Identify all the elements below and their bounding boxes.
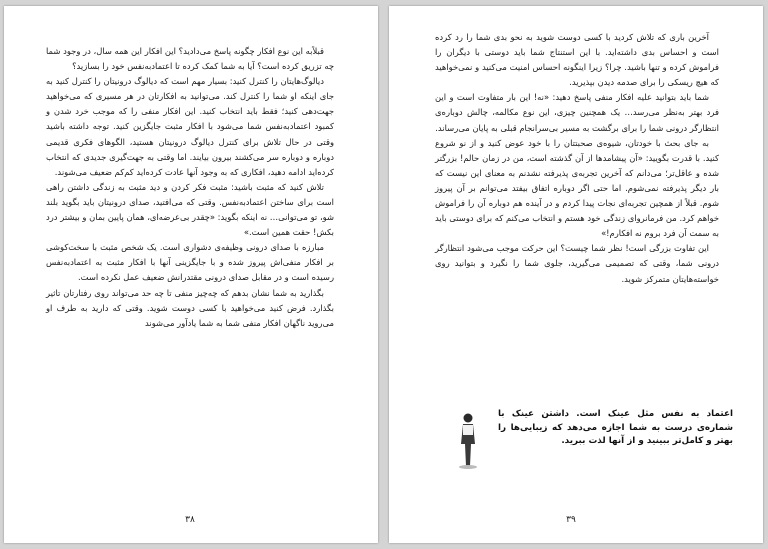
paragraph: قبلاًبه این نوع افکار چگونه پاسخ می‌دادید؟ این افکار این همه سال، در وجود شما چه تزریق کرده است؟ آیا به شما کمک کرده تا اعتمادبه‌نفس خود را بسازید؟ [46,46,334,72]
paragraph: شما باید بتوانید علیه افکار منفی پاسخ دهید: «نه! این بار متفاوت است و این فرد بهتر به‌نظر می‌رسد… یک همچنین چیزی، این نوع مکالمه، چالش دوباره‌ی انتظارگر درونی شما را برای برگشت به مسیر بی‌سرانجام قبلی به پایان می‌رساند. [435,92,719,133]
page-number: ۳۸ [185,515,195,525]
page-number: ۳۹ [566,515,576,525]
paragraph: دیالوگ‌هایتان را کنترل کنید: بسیار مهم است که دیالوگ درونیتان را کنترل کنید به جای اینکه او شما را کنترل کند. می‌توانید به افکارتان در هر مسیری که می‌خواهید جهت‌دهی کنید؛ فقط باید انتخاب کنید. این افکار منفی را که موجب خرد شدن و کمبود اعتمادبه‌نفس شما می‌شود با افکار مثبت جایگزین کنید. توجه داشته باشید وقتی در حال تلاش برای کنترل دیالوگ درونیتان هستید، الگوهای فکری قدیمی دوباره و دوباره سر می‌کشند بیرون بیایند. اما وقتی به جهت‌گیری جدیدی که انتخاب کرده‌اید ادامه دهید، افکاری که به وجود آنها عادت کرده‌اید کم‌کم ضعیف می‌شوند. [46,76,334,177]
paragraph: به جای بحث با خودتان، شیوه‌ی صحبتتان را با خود عوض کنید و از نو شروع کنید. با قدرت بگویید: «آن پیشامدها از آن گذشته است، من در زمان حالم! بزرگتر شده و عاقل‌تر؛ می‌دانم که آخرین تجربه‌ی پذیرفته نشدنم به معنای این نیست که بار دیگر پذیرفته نمی‌شوم. اما حتی اگر دوباره اتفاق بیفتد می‌توانم بر آن پیروز شوم. قبلاً از همچین تجربه‌ای نجات پیدا کردم و در آینده هم دوباره آن را فراموش خواهم کرد. من فرمانروای زندگی خود هستم و انتخاب می‌کنم که برای دوستی باید به سمت آن فرد بروم نه افکارم!» [435,137,719,239]
right-page [389,6,763,543]
quote-box [433,408,733,470]
person-figure-icon [453,410,483,470]
paragraph: مبارزه با صدای درونی وظیفه‌ی دشواری است. یک شخص مثبت با سخت‌کوشی بر افکار منفی‌اش پیروز شده و با جایگزینی آنها با افکار مثبت به اعتمادبه‌نفس رسیده است و در مقابل صدای درونی مقتدرانش ضعیف عمل نکرده است. [46,242,334,283]
paragraph: این تفاوت بزرگی است! نظر شما چیست؟ این حرکت موجب می‌شود انتظارگر درونی شما، وقتی که تصمیمی می‌گیرید، جلوی شما را نگیرد و بتوانید روی خواسته‌هایتان متمرکز شوید. [435,243,719,284]
paragraph: آخرین باری که تلاش کردید با کسی دوست شوید به نحو بدی شما را رد کرده است و احساس بدی داشته‌اید. با این استنتاج شما باید دوستی با دیگران را فراموش کرده و تنها باشید. چرا؟ زیرا اینگونه احساس امنیت می‌کنید و نمی‌خواهید که هیچ ریسکی را برای صدمه دیدن بپذیرید. [435,32,719,88]
right-page-body [435,30,719,287]
left-page [4,6,378,543]
paragraph: تلاش کنید که مثبت باشید: مثبت فکر کردن و دید مثبت به زندگی داشتن راهی است برای ساختن اعتمادبه‌نفس. وقتی که می‌افتید، صدای درونیتان باید بگوید بلند شو، تو می‌توانی… نه اینکه بگوید: «چقدر بی‌عرضه‌ای، همان پایین بمان و بیشتر درد بکش! حقت همین است.» [46,181,334,238]
left-page-body [46,44,334,331]
paragraph: بگذارید به شما نشان بدهم که چه‌چیز منفی تا چه حد می‌تواند روی رفتارتان تاثیر بگذارد. فرض کنید می‌خواهید با کسی دوست شوید. وقتی که دارید به طرف او می‌روید ناگهان افکار منفی شما به شما یادآور می‌شوند [46,287,334,328]
quote-text: اعتماد به نفس مثل عینک است. داشتن عینک با شماره‌ی درست به شما اجازه می‌دهد که زیبایی‌ها را بهتر و کامل‌تر ببینید و از آنها لذت ببرید. [498,409,733,446]
